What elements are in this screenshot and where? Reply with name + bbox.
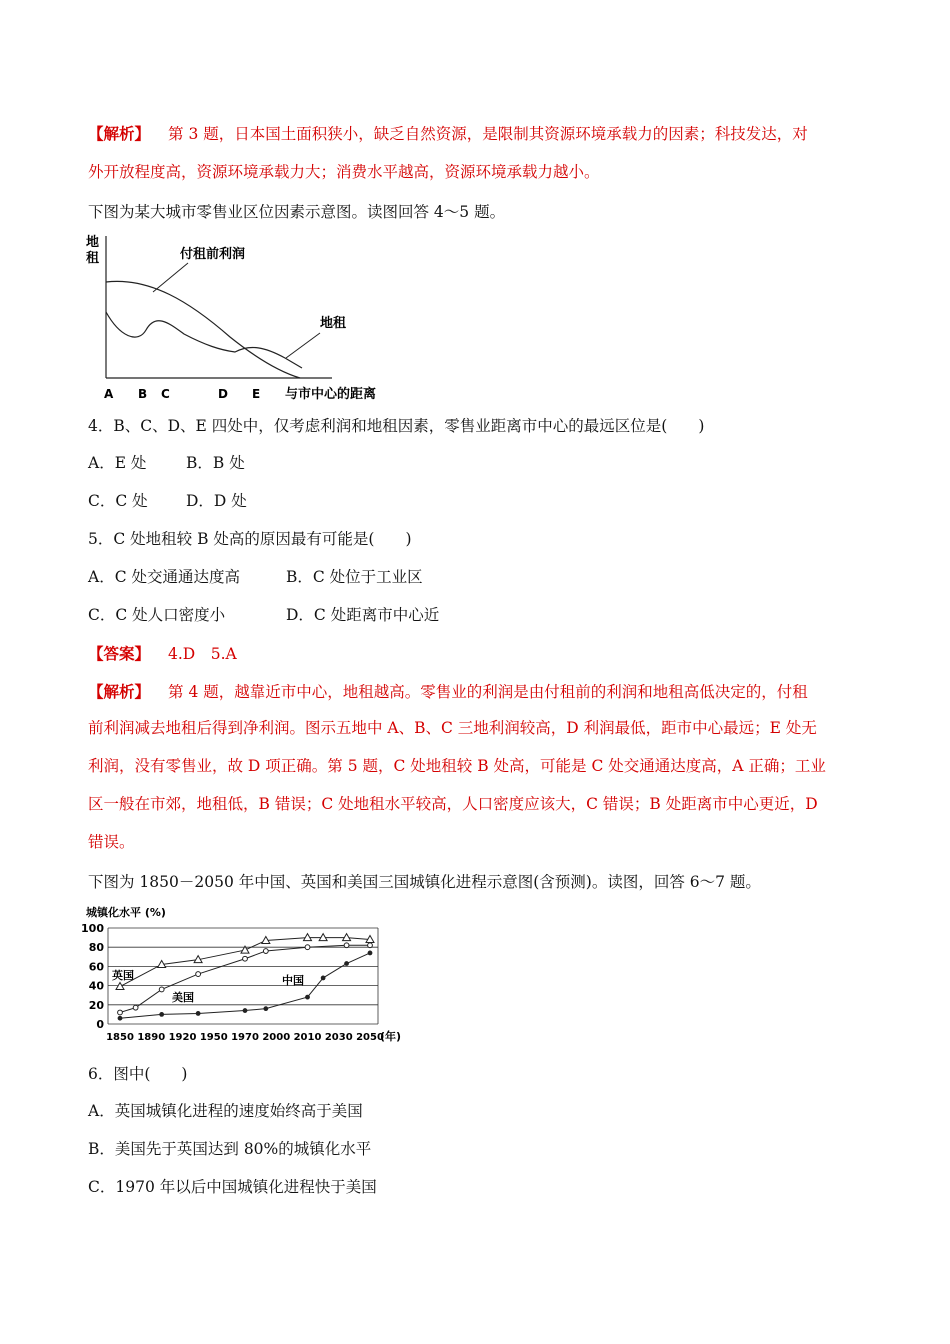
chart-y-axis-label: 城镇化水平 (%) [86,906,166,919]
chart-y-tick-label: 100 [81,922,104,935]
chart-x-axis-label: (年) [380,1030,402,1043]
analysis-line: 利润，没有零售业，故 D 项正确。第 5 题，C 处地租较 B 处高，可能是 C 处交通通达度高，A 正确；工业 [88,757,826,775]
y-axis-label: 地 [86,235,100,250]
data-point-filled-circle [159,1012,164,1017]
answer-line [88,644,237,664]
question-4-option-c: C．C 处 [88,492,148,510]
intro-q6-7: 下图为 1850－2050 年中国、英国和美国三国城镇化进程示意图(含预测)。读图，回答 6～7 题。 [88,873,761,891]
chart-x-tick-label: 2010 [293,1032,322,1043]
chart-x-tick-label: 1850 [106,1032,134,1043]
chart-y-tick-label: 80 [88,941,104,955]
chart-x-tick-label: 1950 [199,1032,228,1043]
data-point-open-circle [133,1005,138,1010]
analysis-text: 第 4 题，越靠近市中心，地租越高。零售业的利润是由付租前的利润和地租高低决定的，付租 [168,683,808,701]
chart-y-tick-label: 0 [96,1018,104,1031]
series-line-0 [120,938,370,987]
answer-tag: 【答案】 [88,644,151,663]
question-5-option-d: D．C 处距离市中心近 [286,606,440,624]
data-point-triangle [319,934,327,941]
series-label-uk: 英国 [112,969,134,982]
question-4-option-a: A．E 处 [88,454,147,472]
data-point-filled-circle [305,995,310,1000]
point-label-c: C [161,387,170,401]
question-6-option-b: B．美国先于英国达到 80%的城镇化水平 [88,1140,372,1158]
profit-curve [106,281,300,378]
urbanization-chart [80,900,420,1050]
data-point-filled-circle [118,1016,123,1021]
analysis-line [88,124,808,144]
data-point-filled-circle [243,1008,248,1013]
chart-x-tick-label: 1920 [168,1032,197,1043]
chart-x-tick-label: 2000 [262,1032,291,1043]
point-label-d: D [218,387,228,401]
rent-curve-pointer [286,333,320,358]
data-point-triangle [343,934,351,941]
data-point-filled-circle [368,951,373,956]
x-axis-label: 与市中心的距离 [285,387,377,402]
rent-curve [106,312,302,368]
y-axis-label: 租 [86,251,100,266]
data-point-open-circle [344,943,349,948]
analysis-line [88,682,808,702]
analysis-line: 错误。 [88,833,135,851]
question-6-stem: 6．图中( ) [88,1065,188,1083]
intro-q4-5: 下图为某大城市零售业区位因素示意图。读图回答 4～5 题。 [88,203,506,221]
point-label-a: A [104,387,114,401]
data-point-open-circle [159,987,164,992]
question-4-option-b: B．B 处 [186,454,245,472]
chart-x-tick-label: 1890 [137,1032,166,1043]
analysis-line: 前利润减去地租后得到净利润。图示五地中 A、B、C 三地利润较高，D 利润最低，距市中心最远；E 处无 [88,719,817,737]
point-label-e: E [252,387,261,401]
data-point-open-circle [118,1010,123,1015]
question-5-stem: 5．C 处地租较 B 处高的原因最有可能是( ) [88,530,412,548]
question-4-stem: 4．B、C、D、E 四处中，仅考虑利润和地租因素，零售业距离市中心的最远区位是( ) [88,417,705,435]
question-5-option-c: C．C 处人口密度小 [88,606,226,624]
retail-location-figure [80,232,410,402]
data-point-open-circle [196,972,201,977]
analysis-line: 区一般在市郊，地租低，B 错误；C 处地租水平较高，人口密度应该大，C 错误；B 处距离市中心更近，D [88,795,818,813]
data-point-filled-circle [321,976,326,981]
analysis-line: 外开放程度高，资源环境承载力大；消费水平越高，资源环境承载力越小。 [88,163,600,181]
rent-curve-label: 地租 [320,316,347,331]
data-point-triangle [304,934,312,941]
data-point-open-circle [263,949,268,954]
series-label-us: 美国 [172,991,194,1004]
question-4-option-d: D．D 处 [186,492,247,510]
answer-text: 4.D 5.A [168,645,237,663]
question-6-option-a: A．英国城镇化进程的速度始终高于美国 [88,1102,363,1120]
chart-x-tick-label: 2030 [324,1032,353,1043]
data-point-open-circle [368,943,373,948]
analysis-tag: 【解析】 [88,124,151,143]
data-point-open-circle [243,956,248,961]
data-point-filled-circle [263,1006,268,1011]
chart-x-tick-label: 1970 [231,1032,259,1043]
profit-curve-pointer [153,263,188,292]
chart-x-tick-label: 2050 [356,1032,384,1043]
chart-y-tick-label: 40 [88,979,104,993]
analysis-tag: 【解析】 [88,682,151,701]
question-6-option-c: C．1970 年以后中国城镇化进程快于美国 [88,1178,377,1196]
analysis-text: 第 3 题，日本国土面积狭小，缺乏自然资源，是限制其资源环境承载力的因素；科技发达，对 [168,125,808,143]
data-point-triangle [116,983,124,990]
question-5-option-a: A．C 处交通通达度高 [88,568,240,586]
point-label-b: B [138,387,148,401]
question-5-option-b: B．C 处位于工业区 [286,568,423,586]
data-point-open-circle [305,945,310,950]
profit-curve-label: 付租前利润 [180,247,246,262]
data-point-filled-circle [196,1011,201,1016]
data-point-filled-circle [344,961,349,966]
series-label-china: 中国 [282,974,304,987]
series-line-1 [120,945,370,1012]
chart-y-tick-label: 20 [88,998,104,1012]
chart-y-tick-label: 60 [88,960,104,974]
